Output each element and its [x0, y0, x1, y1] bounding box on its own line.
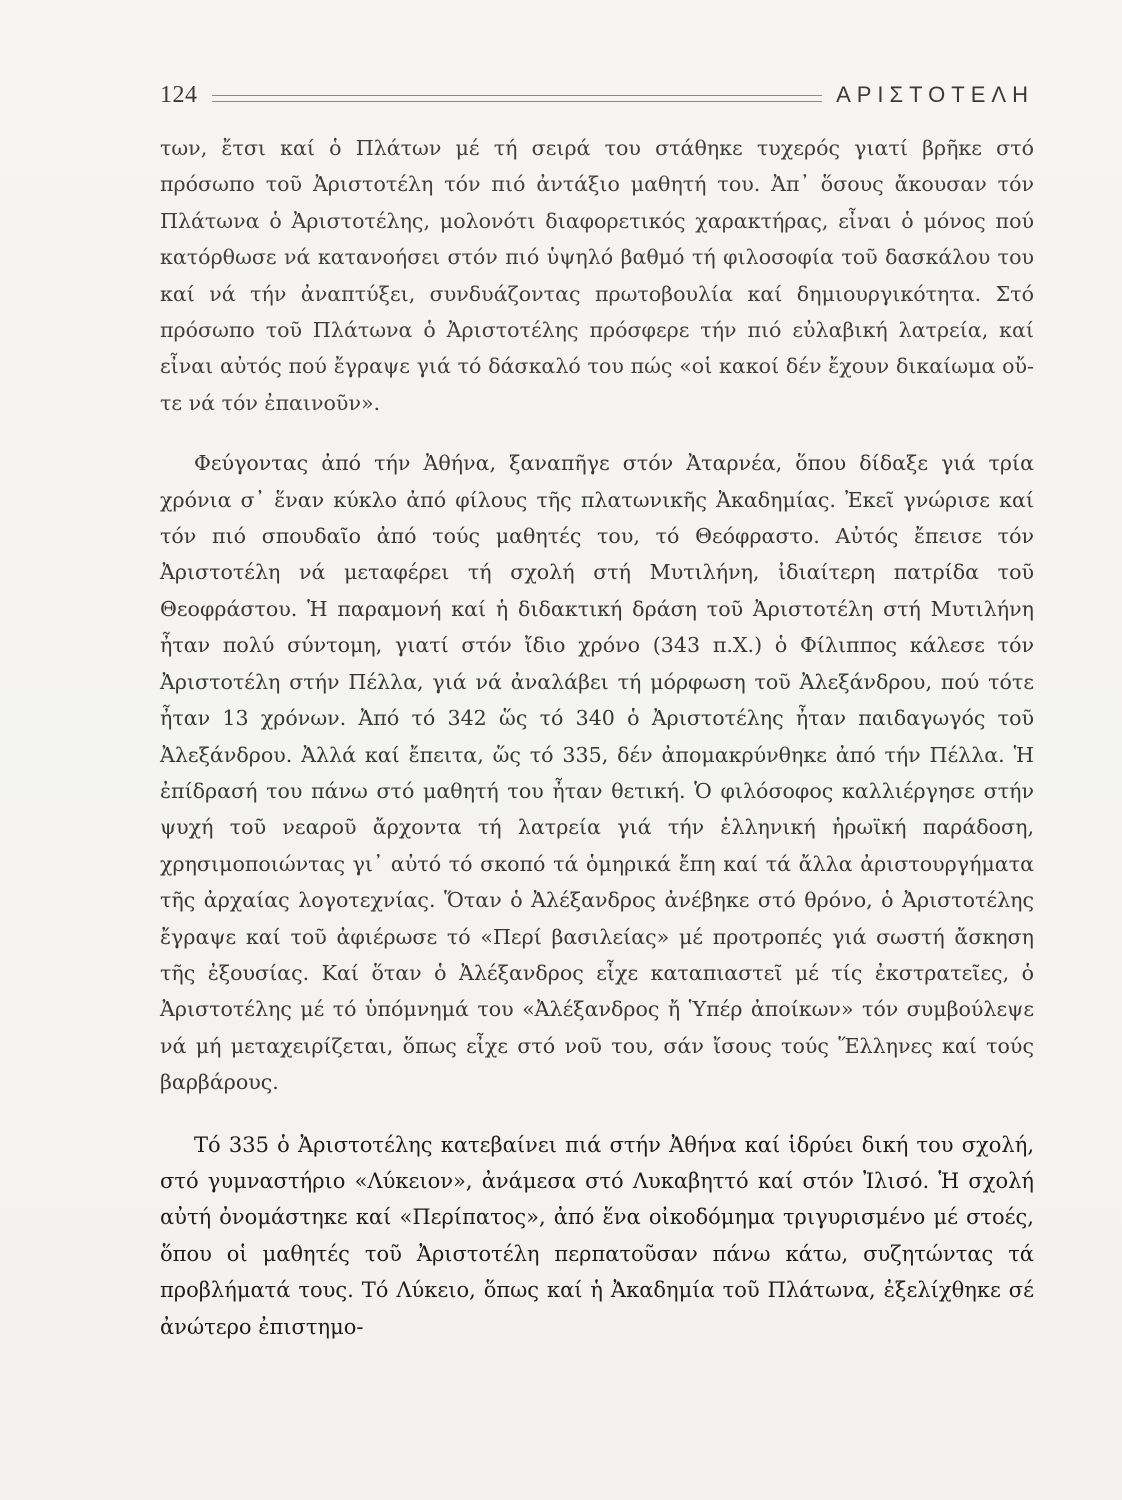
running-head	[160, 80, 1034, 110]
paragraph-departure-from-athens: Φεύγοντας ἀπό τήν Ἀθήνα, ξαναπῆγε στόν Ἀταρνέα, ὅπου δίδαξε γιά τρία χρόνια σ᾽ ἕναν κύκλο ἀπό φίλους τῆς πλατωνικῆς Ἀκαδημίας. Ἐκεῖ γνώρισε καί τόν πιό σπουδαῖο ἀπό τούς μαθητές του, τό Θεόφραστο. Αὐτός ἔπεισε τόν Ἀριστοτέλη νά μεταφέρει τή σχολή στή Μυτιλήνη, ἰδιαίτερη πατρίδα τοῦ Θεοφράστου. Ἡ παραμονή καί ἡ διδακτική δράση τοῦ Ἀριστοτέλη στή Μυτιλήνη ἦταν πολύ σύντομη, γιατί στόν ἴδιο χρόνο (343 π.Χ.) ὁ Φίλιππος κάλεσε τόν Ἀριστοτέλη στήν Πέλλα, γιά νά ἀναλάβει τή μόρφωση τοῦ Ἀλεξάνδρου, πού τότε ἦταν 13 χρόνων. Ἀπό τό 342 ὥς τό 340 ὁ Ἀριστοτέλης ἦταν παιδαγωγός τοῦ Ἀλεξάνδρου. Ἀλλά καί ἔπειτα, ὥς τό 335, δέν ἀπομακρύνθηκε ἀπό τήν Πέλλα. Ἡ ἐπίδρασή του πάνω στό μαθητή του ἦταν θετική. Ὁ φιλόσοφος καλλιέργησε στήν ψυχή τοῦ νεαροῦ ἄρχοντα τή λατρεία γιά τήν ἑλληνική ἡρωϊκή παράδοση, χρησιμοποιώντας γι᾽ αὐτό τό σκοπό τά ὁμηρικά ἔπη καί τά ἄλλα ἀριστουργήματα τῆς ἀρχαίας λογοτεχνίας. Ὅταν ὁ Ἀλέξανδρος ἀνέβηκε στό θρόνο, ὁ Ἀριστοτέλης ἔγραψε καί τοῦ ἀφιέρωσε τό «Περί βασιλείας» μέ προτροπές γιά σωστή ἄσκηση τῆς ἐξουσίας. Καί ὅταν ὁ Ἀλέξανδρος εἶχε καταπιαστεῖ μέ τίς ἐκστρατεῖες, ὁ Ἀριστοτέλης μέ τό ὑπόμνημά του «Ἀλέξανδρος ἤ Ὑπέρ ἀποίκων» τόν συμβούλεψε νά μή μεταχειρίζεται, ὅπως εἶχε στό νοῦ του, σάν ἴσους τούς Ἕλληνες καί τούς βαρβάρους.	[160, 451, 1034, 1095]
page-body	[160, 130, 1034, 1345]
page-number: 124	[160, 81, 198, 108]
running-title: ΑΡΙΣΤΟΤΕΛΗ	[836, 82, 1034, 107]
header-rule	[212, 95, 823, 102]
paragraph-continuation: των, ἔτσι καί ὁ Πλάτων μέ τή σειρά του στάθηκε τυχερός γιατί βρῆκε στό πρόσωπο τοῦ Ἀριστοτέλη τόν πιό ἀντάξιο μαθητή του. Ἀπ᾽ ὅσους ἄκουσαν τόν Πλάτωνα ὁ Ἀριστοτέλης, μολονότι διαφορετικός χαρακτήρας, εἶναι ὁ μόνος πού κατόρθωσε νά κατανοήσει στόν πιό ὑψηλό βαθμό τή φιλοσοφία τοῦ δασκάλου του καί νά τήν ἀναπτύξει, συνδυάζοντας πρωτοβουλία καί δημιουργικότητα. Στό πρόσωπο τοῦ Πλάτωνα ὁ Ἀριστοτέλης πρόσφερε τήν πιό εὐλαβική λατρεία, καί εἶναι αὐτός πού ἔγραψε γιά τό δάσκαλό του πώς «οἱ κακοί δέν ἔχουν δικαίωμα οὔτε νά τόν ἐπαινοῦν».	[160, 136, 1034, 415]
paragraph-lyceum: Τό 335 ὁ Ἀριστοτέλης κατεβαίνει πιά στήν Ἀθήνα καί ἱδρύει δική του σχολή, στό γυμναστήριο «Λύκειον», ἀνάμεσα στό Λυκαβηττό καί στόν Ἰλισό. Ἡ σχολή αὐτή ὀνομάστηκε καί «Περίπατος», ἀπό ἕνα οἰκοδόμημα τριγυρισμένο μέ στοές, ὅπου οἱ μαθητές τοῦ Ἀριστοτέλη περπατοῦσαν πάνω κάτω, συζητώντας τά προβλήματά τους. Τό Λύκειο, ὅπως καί ἡ Ἀκαδημία τοῦ Πλάτωνα, ἐξελίχθηκε σέ ἀνώτερο ἐπιστημο-	[160, 1132, 1034, 1339]
